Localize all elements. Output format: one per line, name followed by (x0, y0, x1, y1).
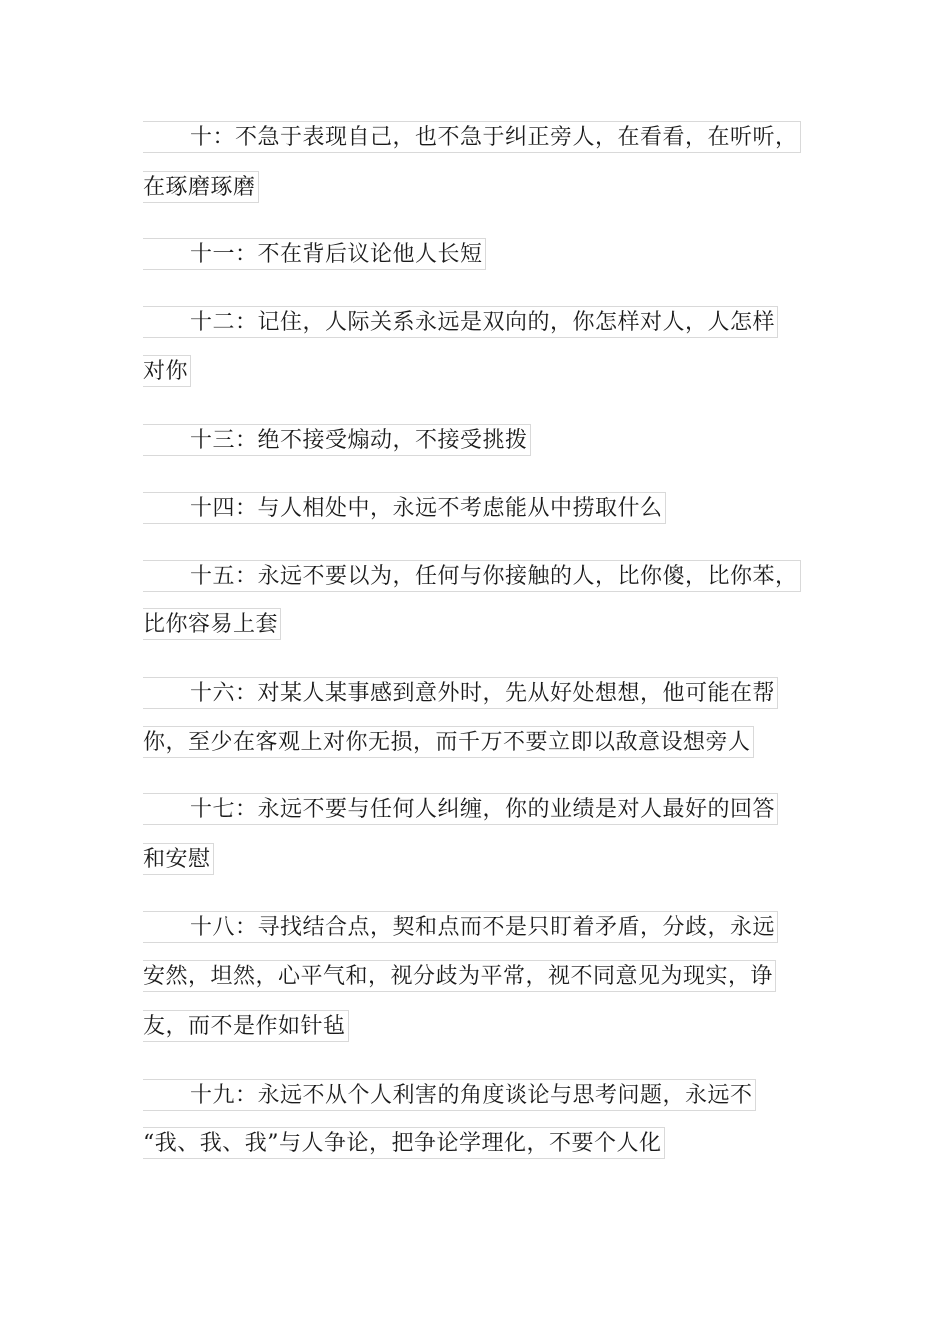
text-line: 十八：寻找结合点，契和点而不是只盯着矛盾，分歧，永远 (143, 911, 778, 943)
text-line: 友，而不是作如针毡 (143, 1010, 349, 1042)
text-line: 十五：永远不要以为，任何与你接触的人，比你傻，比你苯， (143, 560, 801, 592)
text-line: 十三：绝不接受煽动，不接受挑拨 (143, 424, 531, 456)
text-line: 十六：对某人某事感到意外时，先从好处想想，他可能在帮 (143, 677, 778, 709)
text-line: 十九：永远不从个人利害的角度谈论与思考问题，永远不 (143, 1079, 756, 1111)
text-line: 在琢磨琢磨 (143, 171, 259, 203)
text-line: 十二：记住，人际关系永远是双向的，你怎样对人，人怎样 (143, 306, 778, 338)
text-line: 对你 (143, 355, 191, 387)
text-line: 比你容易上套 (143, 608, 281, 640)
text-line: 安然，坦然，心平气和，视分歧为平常，视不同意见为现实，诤 (143, 960, 776, 992)
text-line: 十七：永远不要与任何人纠缠，你的业绩是对人最好的回答 (143, 793, 778, 825)
text-line: 十：不急于表现自己，也不急于纠正旁人，在看看，在听听， (143, 121, 801, 153)
text-line: 和安慰 (143, 843, 214, 875)
text-line: 十四：与人相处中，永远不考虑能从中捞取什么 (143, 492, 666, 524)
text-line: “我、我、我”与人争论，把争论学理化，不要个人化 (143, 1127, 665, 1159)
text-line: 十一：不在背后议论他人长短 (143, 238, 486, 270)
text-line: 你，至少在客观上对你无损，而千万不要立即以敌意设想旁人 (143, 726, 754, 758)
